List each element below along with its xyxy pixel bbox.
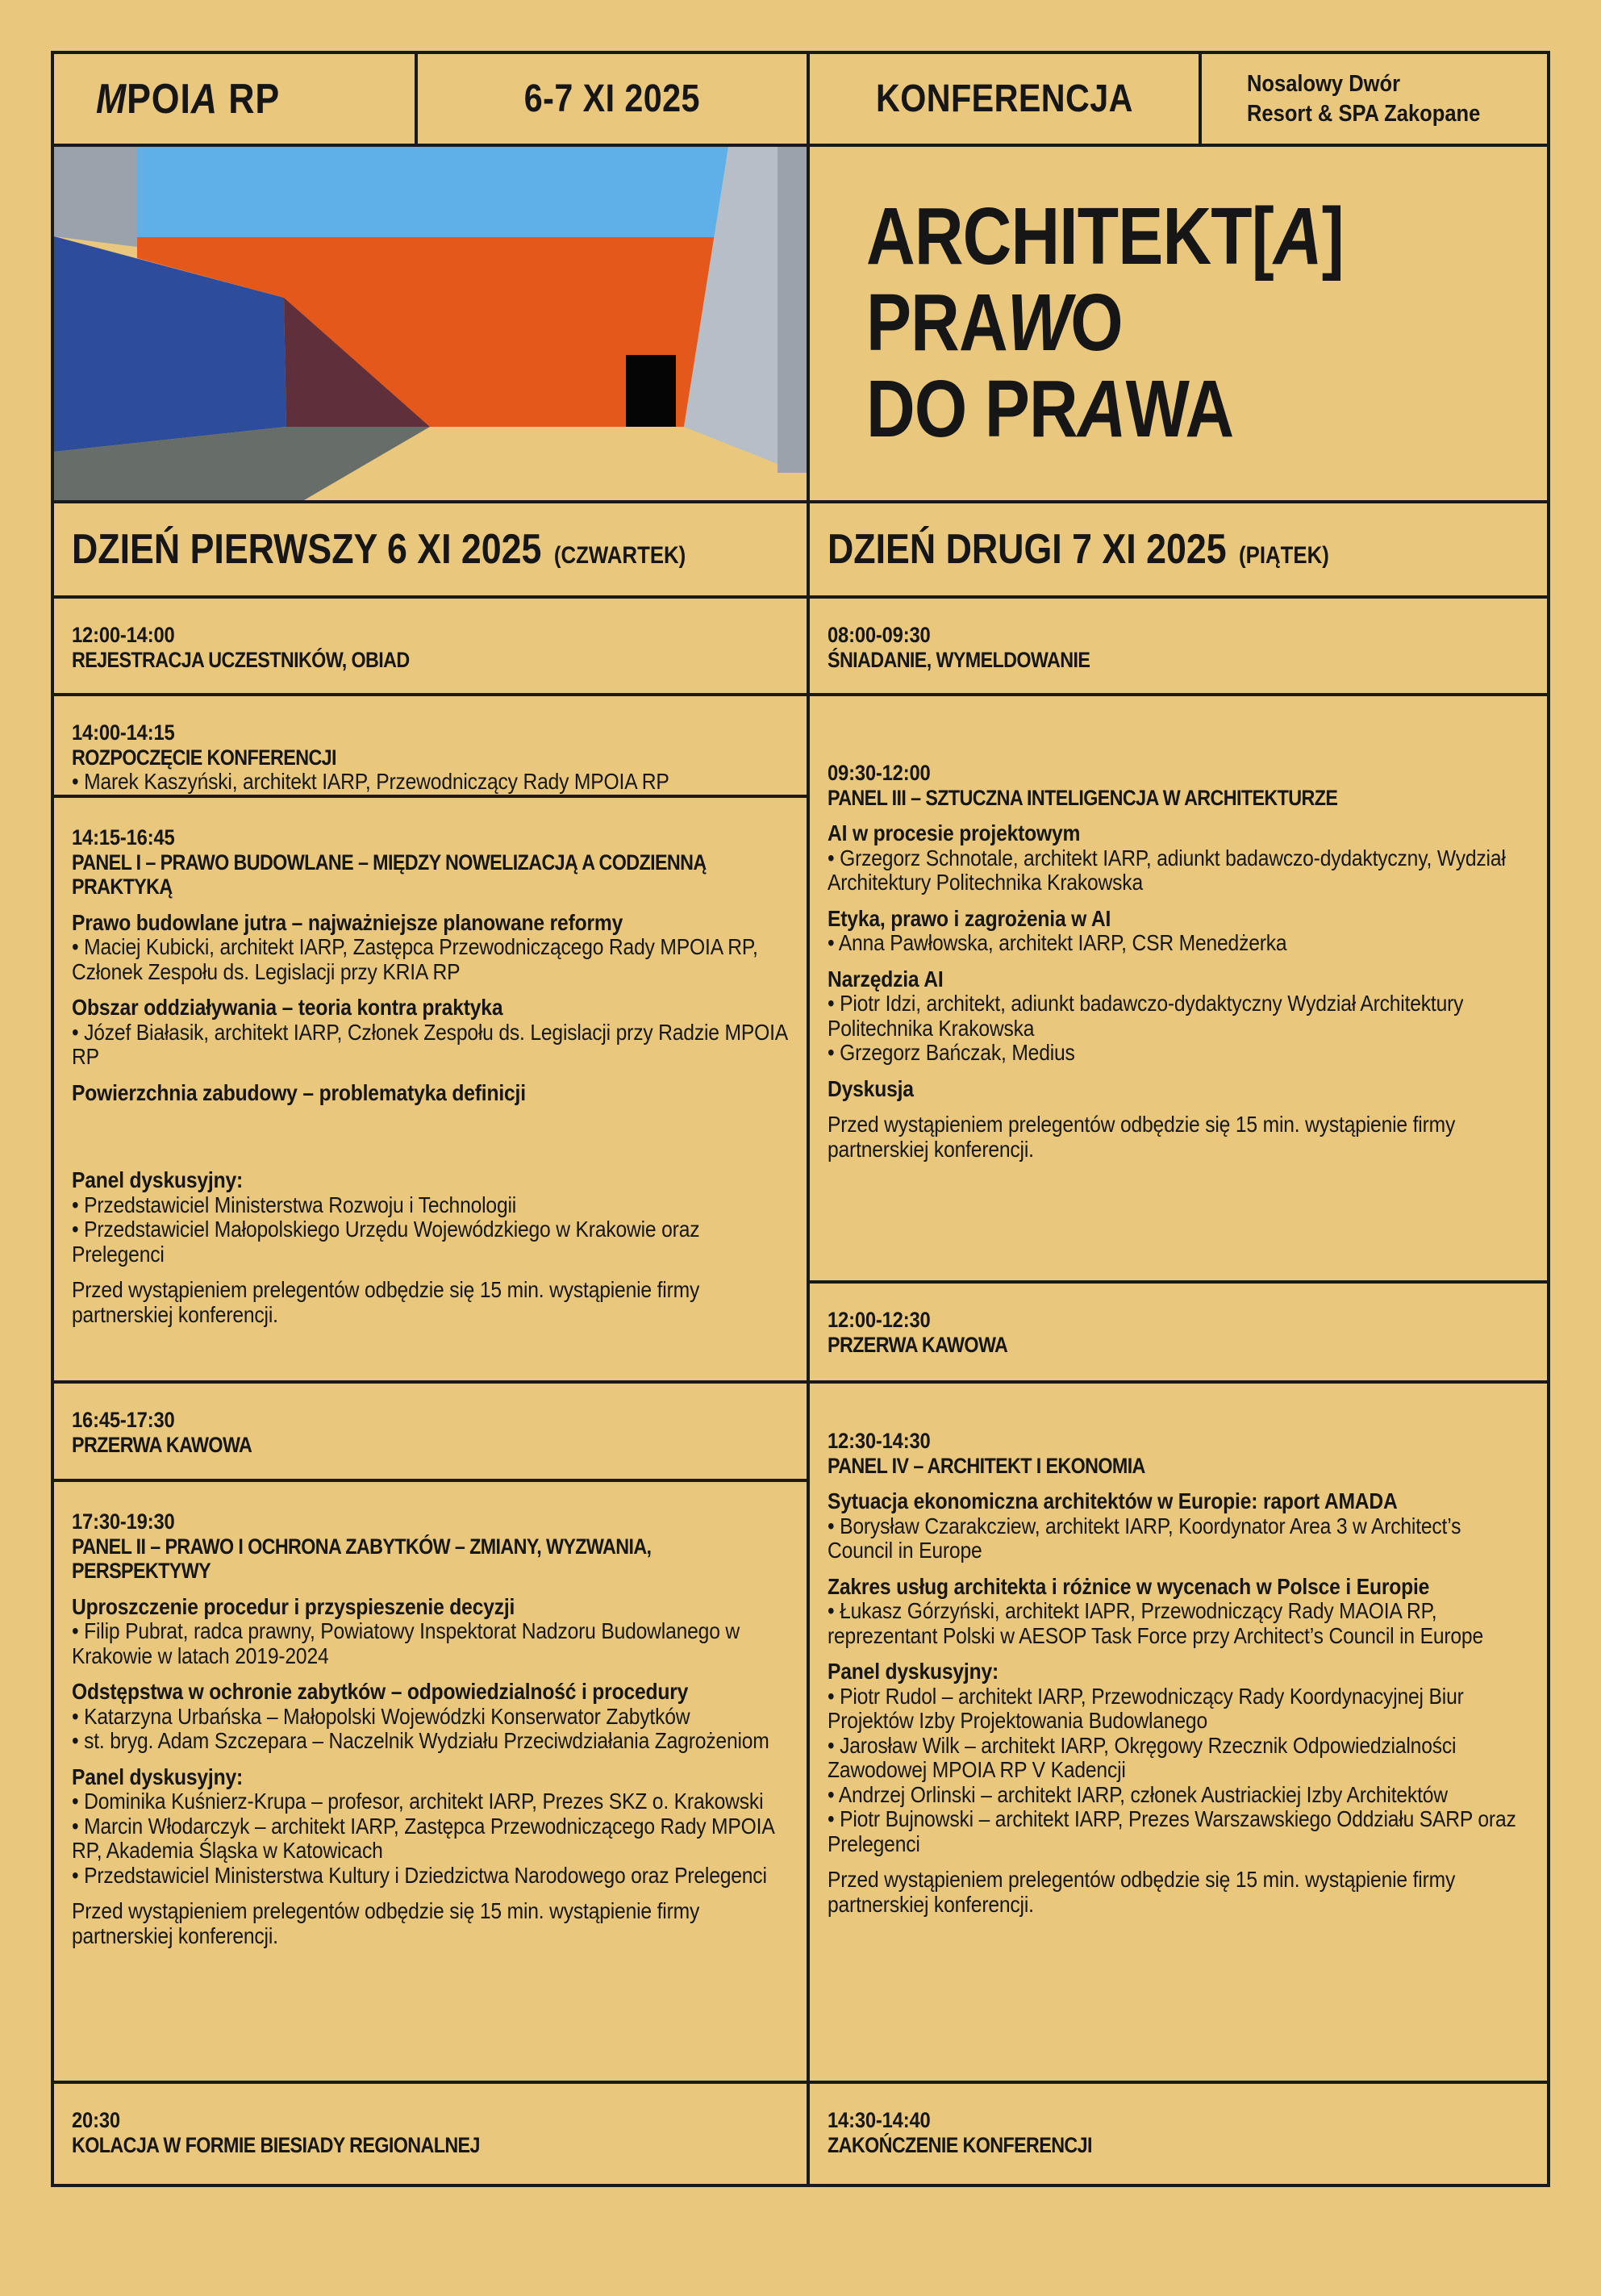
topic-heading: Panel dyskusyjny: (72, 1167, 244, 1192)
schedule-time: 12:30-14:30 (828, 1429, 931, 1453)
topic-heading: Powierzchnia zabudowy – problematyka definicji (72, 1079, 526, 1105)
schedule-cell (808, 2082, 1549, 2185)
schedule-title: ZAKOŃCZENIE KONFERENCJI (828, 2132, 1092, 2157)
speaker-line: • Łukasz Górzyński, architekt IAPR, Przewodniczący Rady MAOIA RP, reprezentant Polski w AESOP Task Force przy Architect’s Council in Europe (828, 1598, 1483, 1648)
topic-heading: Odstępstwa w ochronie zabytków – odpowiedzialność i procedury (72, 1679, 689, 1704)
spacer (828, 1478, 1531, 1489)
speaker-line: • Anna Pawłowska, architekt IARP, CSR Menedżerka (828, 930, 1287, 955)
schedule-cell (52, 1382, 808, 1480)
abstract-architecture-illustration (54, 147, 807, 500)
topic-heading: Panel dyskusyjny: (72, 1764, 244, 1789)
note-paragraph: Przed wystąpieniem prelegentów odbędzie się 15 min. wystąpienie firmy partnerskiej konferencji. (828, 1867, 1456, 1917)
schedule-title: PANEL IV – ARCHITEKT I EKONOMIA (828, 1453, 1145, 1478)
topic-heading: Sytuacja ekonomiczna architektów w Europie: raport AMADA (828, 1488, 1398, 1513)
topic-heading: Narzędzia AI (828, 966, 944, 991)
speaker-line: • Andrzej Orlinski – architekt IARP, członek Austriackiej Izby Architektów (828, 1781, 1448, 1807)
header-venue-cell (1200, 52, 1549, 145)
spacer (828, 895, 1531, 907)
topic-heading: Dyskusja (828, 1075, 914, 1101)
venue (1202, 69, 1512, 129)
header-type-cell (808, 52, 1200, 145)
spacer (72, 984, 790, 996)
schedule-time: 14:15-16:45 (72, 825, 175, 850)
spacer (828, 1856, 1531, 1868)
schedule-cell (52, 796, 808, 1382)
speaker-line: • Piotr Idzi, architekt, adiunkt badawczo-dydaktyczny Wydział Architektury Politechnika Krakowska (828, 991, 1464, 1041)
speaker-line: • Filip Pubrat, radca prawny, Powiatowy Inspektorat Nadzoru Budowlanego w Krakowie w latach 2019-2024 (72, 1618, 740, 1668)
schedule-time: 12:00-12:30 (828, 1308, 931, 1332)
day-one-header (52, 502, 808, 597)
spacer (72, 1070, 790, 1081)
logo (54, 75, 310, 123)
note-paragraph: Przed wystąpieniem prelegentów odbędzie się 15 min. wystąpienie firmy partnerskiej konferencji. (72, 1898, 700, 1948)
schedule-time: 14:00-14:15 (72, 720, 175, 745)
speaker-line: • st. bryg. Adam Szczepara – Naczelnik Wydziału Przeciwdziałania Zagrożeniom (72, 1728, 769, 1753)
illustration-doorway (626, 355, 676, 427)
schedule-time: 08:00-09:30 (828, 623, 931, 647)
day-one-title: DZIEŃ PIERWSZY 6 XI 2025 (CZWARTEK) (72, 526, 686, 573)
note-paragraph: Przed wystąpieniem prelegentów odbędzie się 15 min. wystąpienie firmy partnerskiej konferencji. (828, 1112, 1456, 1162)
schedule-cell (808, 597, 1549, 695)
schedule-title: ROZPOCZĘCIE KONFERENCJI (72, 745, 336, 770)
hero-title-line: PRAWO (866, 278, 1123, 368)
schedule-cell (52, 597, 808, 695)
logo-text: MPOIA RP (96, 75, 281, 123)
hero-illustration-cell (52, 145, 808, 502)
schedule-title: PRZERWA KAWOWA (828, 1332, 1008, 1357)
spacer (72, 1668, 790, 1680)
event-type-label: KONFERENCJA (875, 77, 1133, 120)
poster-frame (51, 51, 1550, 2187)
spacer (72, 1105, 790, 1168)
hero-title (866, 191, 1547, 454)
spacer (72, 900, 790, 911)
schedule-time: 17:30-19:30 (72, 1509, 175, 1534)
spacer (828, 1101, 1531, 1113)
illustration-outer-gray-strip (778, 147, 807, 473)
illustration-left-gray-wall (54, 147, 137, 247)
schedule-cell (52, 1480, 808, 2082)
topic-heading: Prawo budowlane jutra – najważniejsze planowane reformy (72, 909, 623, 935)
speaker-line: • Przedstawiciel Ministerstwa Kultury i Dziedzictwa Narodowego oraz Prelegenci (72, 1862, 767, 1888)
speaker-line: • Maciej Kubicki, architekt IARP, Zastępca Przewodniczącego Rady MPOIA RP, Członek Zespołu ds. Legislacji przy KRIA RP (72, 934, 758, 984)
schedule-time: 12:00-14:00 (72, 623, 175, 647)
spacer (72, 1754, 790, 1765)
schedule-time: 20:30 (72, 2108, 120, 2132)
speaker-line: • Borysław Czarakcziew, architekt IARP, Koordynator Area 3 w Architect’s Council in Europe (828, 1513, 1461, 1563)
speaker-line: • Grzegorz Schnotale, architekt IARP, adiunkt badawczo-dydaktyczny, Wydział Architektury Politechnika Krakowska (828, 845, 1506, 895)
topic-heading: Panel dyskusyjny: (828, 1659, 999, 1684)
schedule-title: KOLACJA W FORMIE BIESIADY REGIONALNEJ (72, 2132, 480, 2157)
schedule-cell (52, 695, 808, 796)
topic-heading: AI w procesie projektowym (828, 820, 1081, 845)
topic-heading: Uproszczenie procedur i przyspieszenie decyzji (72, 1593, 515, 1619)
schedule-cell (808, 1282, 1549, 1382)
speaker-line: • Piotr Bujnowski – architekt IARP, Prezes Warszawskiego Oddziału SARP oraz Prelegenci (828, 1806, 1516, 1856)
schedule-time: 16:45-17:30 (72, 1408, 175, 1432)
schedule-cell (52, 2082, 808, 2185)
header-logo-cell (52, 52, 416, 145)
note-paragraph: Przed wystąpieniem prelegentów odbędzie się 15 min. wystąpienie firmy partnerskiej konferencji. (72, 1277, 700, 1327)
schedule-time: 09:30-12:00 (828, 761, 931, 785)
illustration-sky (137, 147, 728, 237)
topic-heading: Zakres usług architekta i różnice w wycenach w Polsce i Europie (828, 1573, 1430, 1599)
topic-heading: Etyka, prawo i zagrożenia w AI (828, 905, 1111, 931)
hero-title-cell (808, 145, 1549, 502)
hero-title-line: DO PRAWA (866, 364, 1234, 454)
speaker-line: • Piotr Rudol – architekt IARP, Przewodniczący Rady Koordynacyjnej Biur Projektów Izby Projektowania Budowlanego (828, 1683, 1464, 1733)
schedule-title: PANEL III – SZTUCZNA INTELIGENCJA W ARCHITEKTURZE (828, 785, 1338, 810)
speaker-line: • Dominika Kuśnierz-Krupa – profesor, architekt IARP, Prezes SKZ o. Krakowski (72, 1789, 764, 1814)
spacer (828, 810, 1531, 821)
schedule-cell (808, 1382, 1549, 2082)
speaker-line: • Jarosław Wilk – architekt IARP, Okręgowy Rzecznik Odpowiedzialności Zawodowej MPOIA RP V Kadencji (828, 1732, 1457, 1782)
speaker-line: • Przedstawiciel Małopolskiego Urzędu Wojewódzkiego w Krakowie oraz Prelegenci (72, 1217, 700, 1267)
spacer (828, 1563, 1531, 1575)
topic-heading: Obszar oddziaływania – teoria kontra praktyka (72, 995, 503, 1020)
speaker-line: • Przedstawiciel Ministerstwa Rozwoju i Technologii (72, 1192, 517, 1217)
spacer (72, 1888, 790, 1899)
schedule-title: REJESTRACJA UCZESTNIKÓW, OBIAD (72, 647, 410, 672)
schedule-title: PRZERWA KAWOWA (72, 1432, 252, 1457)
schedule-title: ŚNIADANIE, WYMELDOWANIE (828, 647, 1090, 672)
schedule-title: PANEL I – PRAWO BUDOWLANE – MIĘDZY NOWELIZACJĄ A CODZIENNĄ PRAKTYKĄ (72, 850, 707, 899)
schedule-time: 14:30-14:40 (828, 2108, 931, 2132)
speaker-line: • Józef Białasik, architekt IARP, Członek Zespołu ds. Legislacji przy Radzie MPOIA RP (72, 1019, 787, 1069)
conference-dates: 6-7 XI 2025 (523, 77, 701, 120)
schedule-title: PANEL II – PRAWO I OCHRONA ZABYTKÓW – ZMIANY, WYZWANIA, PERSPEKTYWY (72, 1534, 652, 1583)
venue-line-1: Nosalowy Dwór (1247, 70, 1401, 97)
spacer (828, 1648, 1531, 1659)
spacer (828, 1066, 1531, 1077)
venue-line-2: Resort & SPA Zakopane (1247, 100, 1481, 127)
day-two-title: DZIEŃ DRUGI 7 XI 2025 (PIĄTEK) (828, 526, 1329, 573)
hero-title-line: ARCHITEKT[A] (866, 191, 1344, 282)
speaker-line: • Marek Kaszyński, architekt IARP, Przewodniczący Rady MPOIA RP (72, 769, 669, 794)
spacer (72, 1267, 790, 1278)
speaker-line: • Katarzyna Urbańska – Małopolski Wojewódzki Konserwator Zabytków (72, 1703, 690, 1729)
header-date-cell (416, 52, 808, 145)
spacer (72, 1584, 790, 1595)
spacer (828, 956, 1531, 967)
schedule-cell (808, 695, 1549, 1282)
day-two-header (808, 502, 1549, 597)
speaker-line: • Grzegorz Bańczak, Medius (828, 1040, 1075, 1065)
speaker-line: • Marcin Włodarczyk – architekt IARP, Zastępca Przewodniczącego Rady MPOIA RP, Akademia Śląska w Katowicach (72, 1813, 774, 1863)
